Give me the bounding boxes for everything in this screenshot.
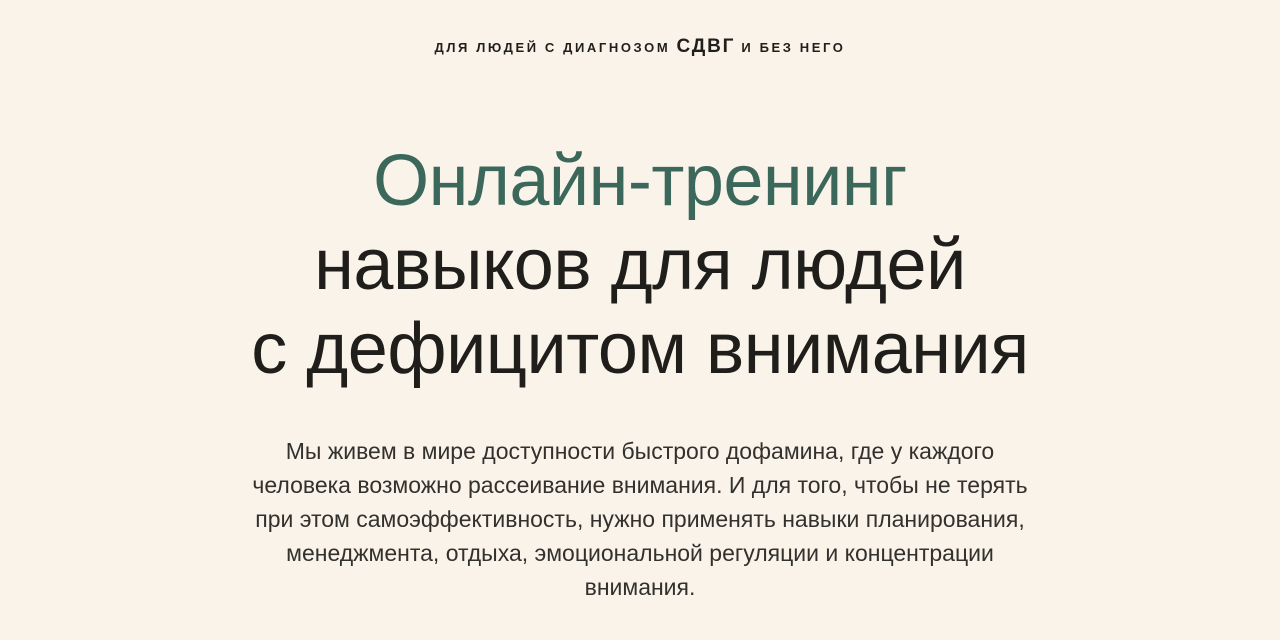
intro-line: при этом самоэффективность, нужно применять навыки планирования, bbox=[255, 506, 1025, 532]
tagline bbox=[0, 0, 1280, 57]
page-title bbox=[0, 139, 1280, 391]
intro-paragraph bbox=[190, 434, 1090, 604]
title-line-3: с дефицитом внимания bbox=[251, 309, 1029, 389]
intro-line: человека возможно рассеивание внимания. И для того, чтобы не терять bbox=[252, 472, 1028, 498]
title-line-2: навыков для людей bbox=[314, 225, 966, 305]
tagline-prefix: ДЛЯ ЛЮДЕЙ С ДИАГНОЗОМ bbox=[434, 40, 671, 55]
tagline-suffix: И БЕЗ НЕГО bbox=[741, 40, 846, 55]
intro-line: Мы живем в мире доступности быстрого дофамина, где у каждого bbox=[285, 438, 995, 464]
intro-line: внимания. bbox=[584, 574, 696, 600]
intro-line: менеджмента, отдыха, эмоциональной регуляции и концентрации bbox=[286, 540, 994, 566]
adhd-abbreviation: СДВГ bbox=[676, 36, 736, 57]
title-accent-line: Онлайн-тренинг bbox=[373, 141, 907, 221]
